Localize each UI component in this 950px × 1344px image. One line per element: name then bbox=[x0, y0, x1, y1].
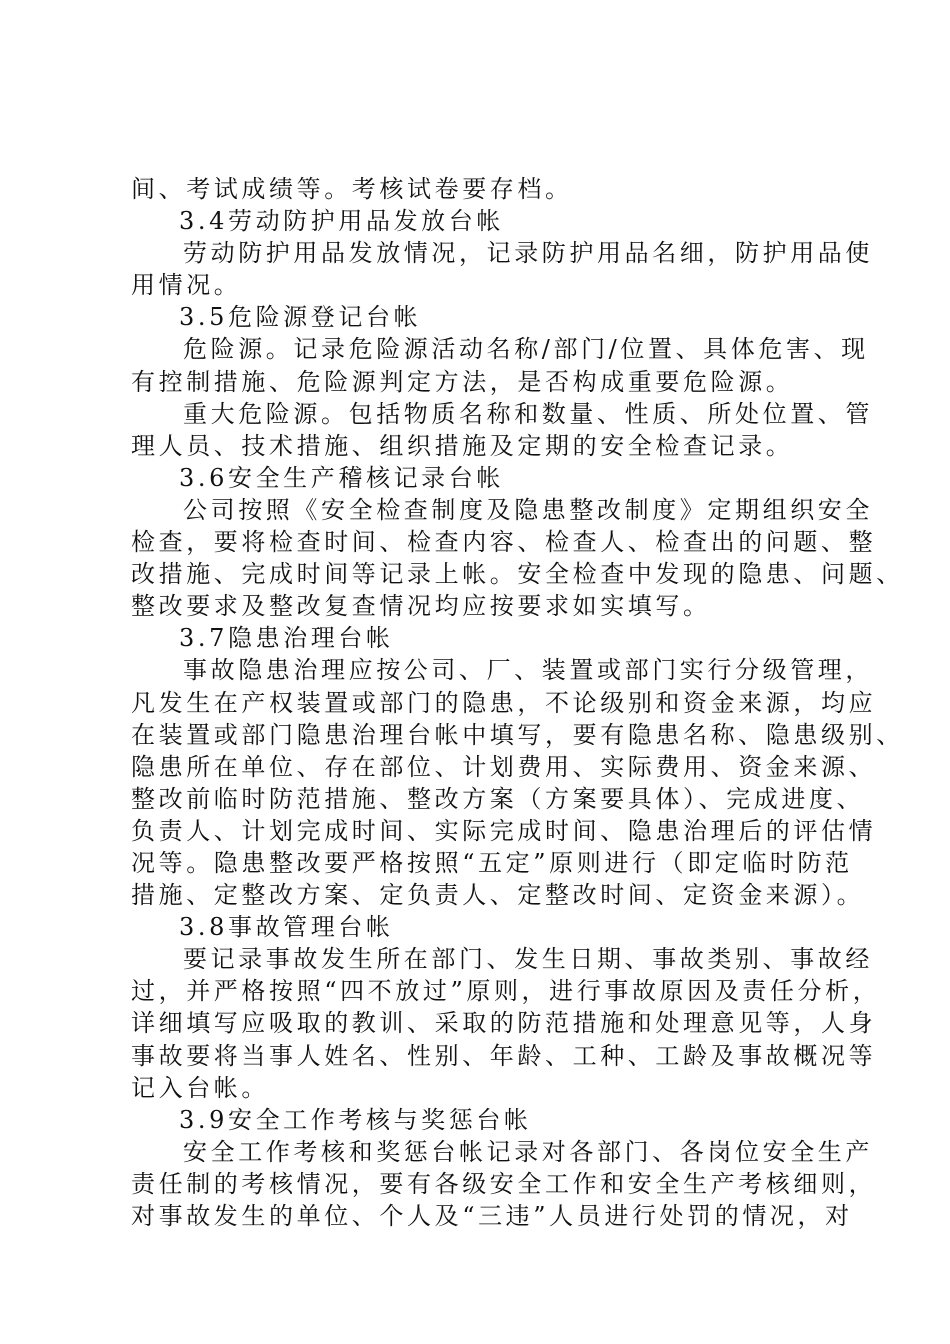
body-text-line: 整改前临时防范措施、整改方案（方案要具体）、完成进度、 bbox=[131, 784, 865, 813]
section-heading: 3.7隐患治理台帐 bbox=[179, 624, 394, 653]
body-text-line: 对事故发生的单位、个人及“三违”人员进行处罚的情况，对 bbox=[131, 1202, 853, 1230]
body-text-line: 凡发生在产权装置或部门的隐患，不论级别和资金来源，均应 bbox=[131, 688, 877, 717]
body-text-line: 负责人、计划完成时间、实际完成时间、隐患治理后的评估情 bbox=[131, 816, 877, 845]
section-heading: 3.8事故管理台帐 bbox=[179, 913, 394, 942]
body-text-line: 隐患所在单位、存在部位、计划费用、实际费用、资金来源、 bbox=[131, 752, 877, 781]
body-text-line: 危险源。记录危险源活动名称/部门/位置、具体危害、现 bbox=[183, 335, 869, 364]
body-text-line: 事故要将当事人姓名、性别、年龄、工种、工龄及事故概况等 bbox=[131, 1041, 877, 1070]
body-text-line: 间、考试成绩等。考核试卷要存档。 bbox=[131, 175, 573, 203]
body-text-line: 要记录事故发生所在部门、发生日期、事故类别、事故经 bbox=[183, 945, 873, 974]
body-text-line: 详细填写应吸取的教训、采取的防范措施和处理意见等，人身 bbox=[131, 1009, 877, 1038]
document-body bbox=[131, 173, 904, 1232]
body-text-line: 在装置或部门隐患治理台帐中填写，要有隐患名称、隐患级别、 bbox=[131, 720, 904, 749]
body-text-line: 有控制措施、危险源判定方法，是否构成重要危险源。 bbox=[131, 367, 794, 396]
body-text-line: 用情况。 bbox=[131, 271, 242, 300]
section-heading: 3.4劳动防护用品发放台帐 bbox=[179, 207, 504, 236]
body-text-line: 公司按照《安全检查制度及隐患整改制度》定期组织安全 bbox=[183, 495, 873, 524]
body-text-line: 检查，要将检查时间、检查内容、检查人、检查出的问题、整 bbox=[131, 528, 877, 557]
body-text-line: 措施、定整改方案、定负责人、定整改时间、定资金来源）。 bbox=[131, 881, 865, 910]
body-text-line: 改措施、完成时间等记录上帐。安全检查中发现的隐患、问题、 bbox=[131, 560, 904, 589]
body-text-line: 况等。隐患整改要严格按照“五定”原则进行（即定临时防范 bbox=[131, 848, 853, 877]
body-text-line: 整改要求及整改复查情况均应按要求如实填写。 bbox=[131, 592, 711, 621]
body-text-line: 安全工作考核和奖惩台帐记录对各部门、各岗位安全生产 bbox=[183, 1137, 873, 1166]
section-heading: 3.9安全工作考核与奖惩台帐 bbox=[179, 1105, 532, 1134]
body-text-line: 过，并严格按照“四不放过”原则，进行事故原因及责任分析， bbox=[131, 977, 881, 1006]
section-heading: 3.5危险源登记台帐 bbox=[179, 303, 422, 332]
section-heading: 3.6安全生产稽核记录台帐 bbox=[179, 463, 504, 492]
body-text-line: 重大危险源。包括物质名称和数量、性质、所处位置、管 bbox=[183, 399, 873, 428]
body-text-line: 责任制的考核情况，要有各级安全工作和安全生产考核细则， bbox=[131, 1169, 877, 1198]
body-text-line: 事故隐患治理应按公司、厂、装置或部门实行分级管理， bbox=[183, 656, 873, 685]
body-text-line: 记入台帐。 bbox=[131, 1073, 269, 1102]
body-text-line: 理人员、技术措施、组织措施及定期的安全检查记录。 bbox=[131, 431, 794, 460]
body-text-line: 劳动防护用品发放情况，记录防护用品名细，防护用品使 bbox=[183, 239, 873, 268]
